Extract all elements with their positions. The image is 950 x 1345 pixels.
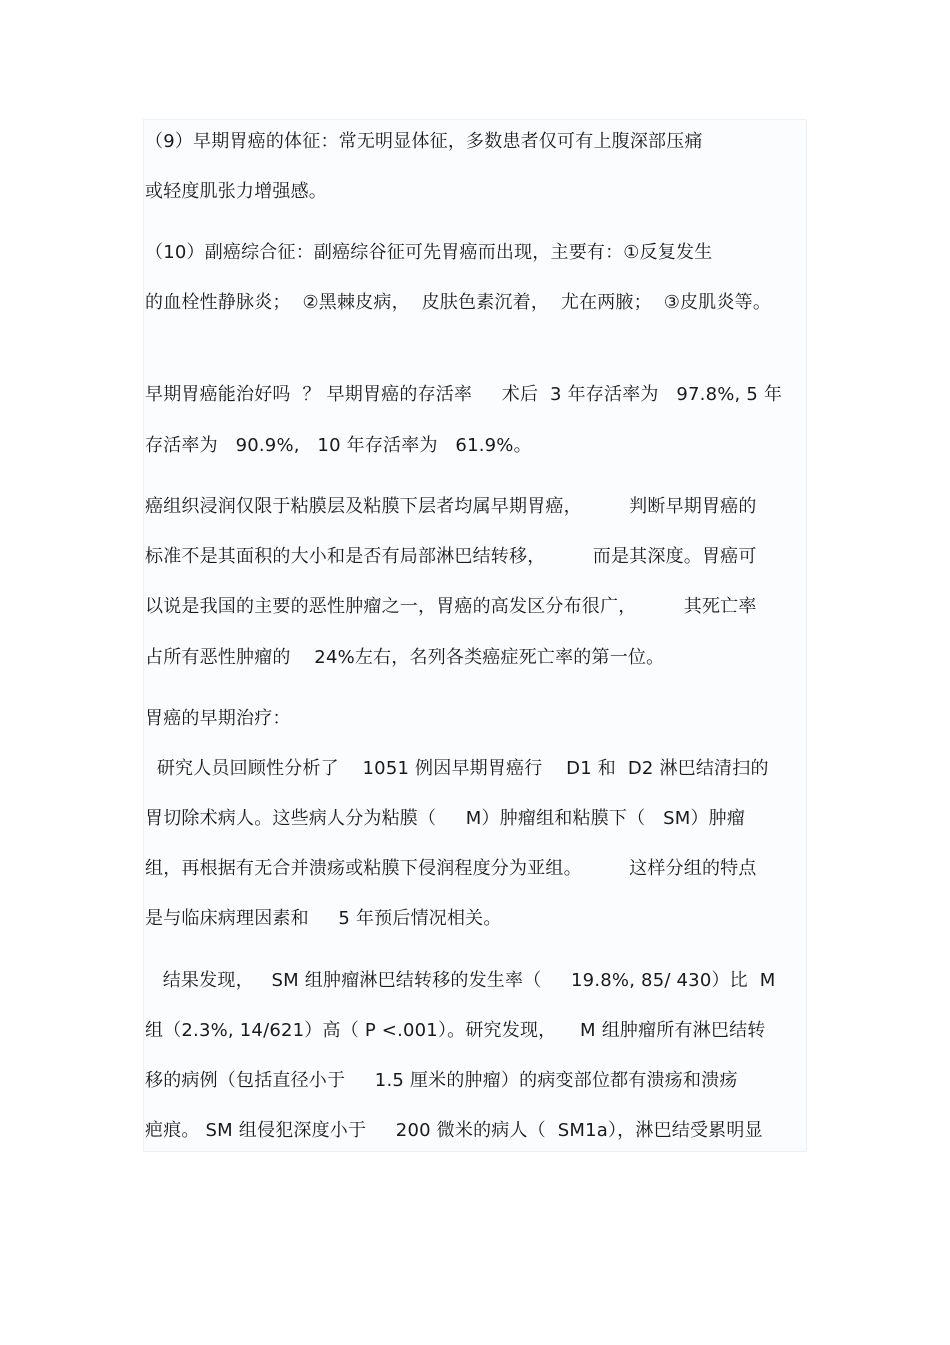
section-heading: 胃癌的早期治疗： <box>145 708 291 729</box>
text-line: 癌组织浸润仅限于粘膜层及粘膜下层者均属早期胃癌， 判断早期胃癌的 <box>145 496 757 517</box>
text-line: 存活率为 90.9%, 10 年存活率为 61.9%。 <box>145 435 532 456</box>
text-line: 结果发现， SM 组肿瘤淋巴结转移的发生率（ 19.8%, 85/ 430）比 M <box>145 970 776 991</box>
text-line: （10）副癌综合征：副癌综谷征可先胃癌而出现，主要有：①反复发生 <box>145 242 713 263</box>
text-line: 早期胃癌能治好吗 ？ 早期胃癌的存活率 术后 3 年存活率为 97.8%, 5 年 <box>145 384 783 405</box>
text-line: 占所有恶性肿瘤的 24%左右，名列各类癌症死亡率的第一位。 <box>145 647 665 668</box>
text-line: 或轻度肌张力增强感。 <box>145 181 327 202</box>
text-line: 胃切除术病人。这些病人分为粘膜（ M）肿瘤组和粘膜下（ SM）肿瘤 <box>145 808 746 829</box>
text-line: 标准不是其面积的大小和是否有局部淋巴结转移， 而是其深度。胃癌可 <box>145 546 757 567</box>
text-line: 的血栓性静脉炎； ②黑棘皮病， 皮肤色素沉着， 尤在两腋； ③皮肌炎等。 <box>145 292 772 313</box>
text-line: 研究人员回顾性分析了 1051 例因早期胃癌行 D1 和 D2 淋巴结清扫的 <box>145 758 769 779</box>
text-line: 组，再根据有无合并溃疡或粘膜下侵润程度分为亚组。 这样分组的特点 <box>145 858 757 879</box>
document-page <box>143 119 807 1152</box>
text-line: 移的病例（包括直径小于 1.5 厘米的肿瘤）的病变部位都有溃疡和溃疡 <box>145 1070 738 1091</box>
text-line: 是与临床病理因素和 5 年预后情况相关。 <box>145 908 502 929</box>
text-line: 疤痕。 SM 组侵犯深度小于 200 微米的病人（ SM1a），淋巴结受累明显 <box>145 1120 763 1141</box>
text-line: 以说是我国的主要的恶性肿瘤之一，胃癌的高发区分布很广， 其死亡率 <box>145 596 757 617</box>
text-line: 组（2.3%, 14/621）高（ P <.001）。研究发现， M 组肿瘤所有淋巴结转 <box>145 1020 766 1041</box>
text-line: （9）早期胃癌的体征：常无明显体征，多数患者仅可有上腹深部压痛 <box>145 131 703 152</box>
